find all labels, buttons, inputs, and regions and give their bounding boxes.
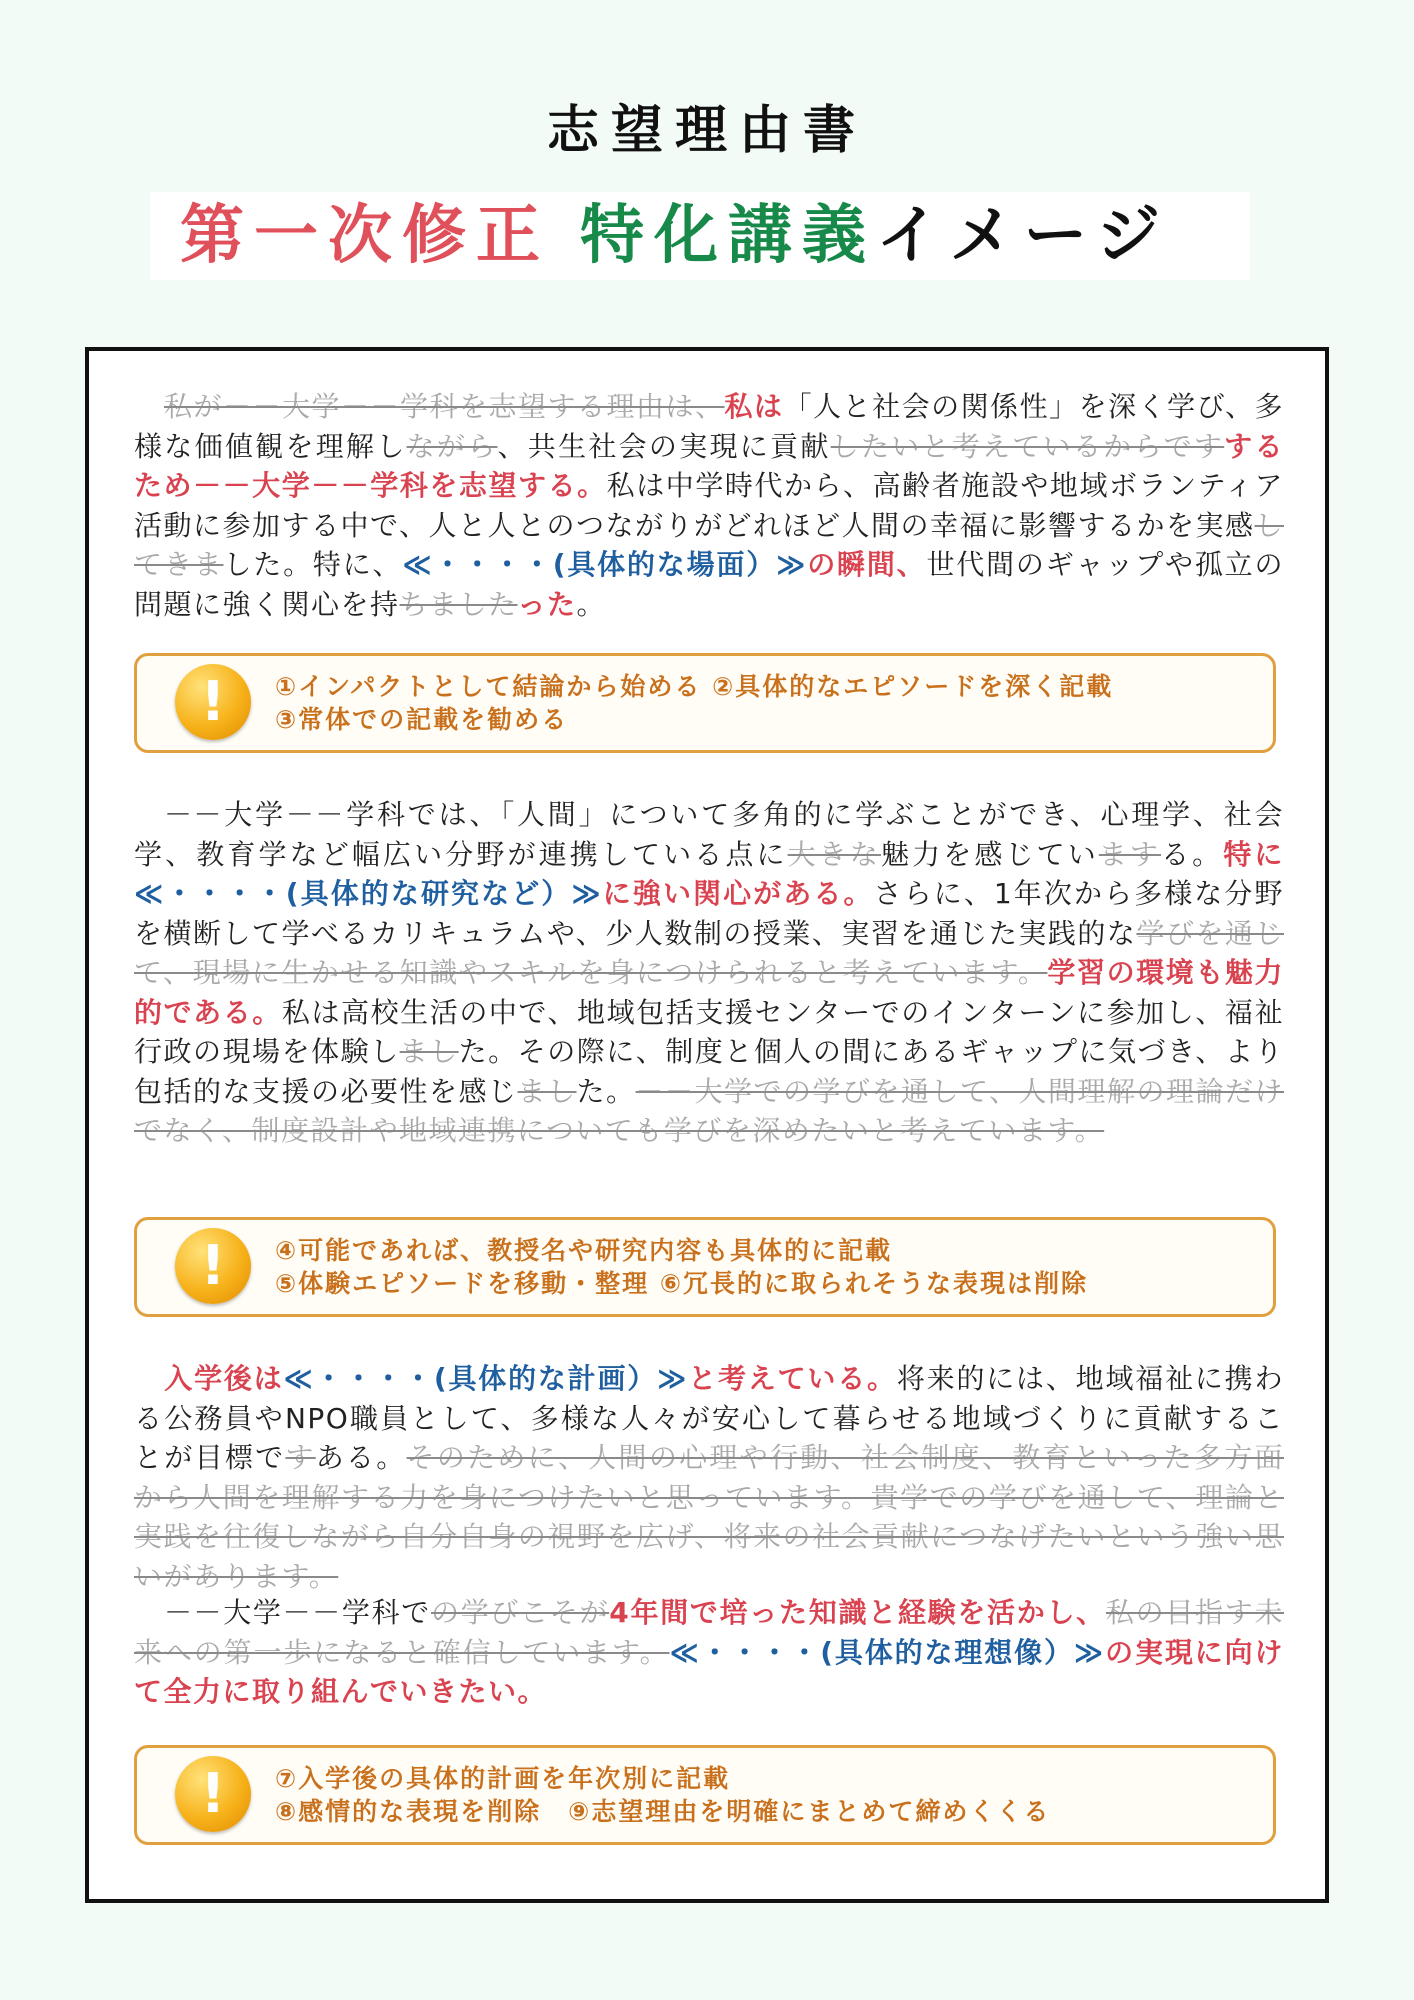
advice-box-3 (134, 1745, 1276, 1845)
deleted-text: ます (1098, 837, 1162, 871)
added-text: に強い関心がある。 (602, 877, 874, 910)
advice-line: ⑤体験エピソードを移動・整理 ⑥冗長的に取られそうな表現は削除 (275, 1269, 1089, 1298)
added-text: 4年間で培った知識と経験を活かし、 (609, 1596, 1106, 1629)
added-text: の瞬間、 (806, 548, 927, 581)
deleted-text: 大きな (787, 837, 881, 871)
document-frame (85, 347, 1329, 1903)
warning-icon: ! (175, 1756, 251, 1832)
body-text: 。 (576, 587, 607, 621)
added-text: った (517, 587, 577, 621)
body-text: －－大学－－学科で (164, 1596, 431, 1629)
added-text: の実現に向けて全力に取り組んでいきたい。 (134, 1635, 1284, 1708)
body-text: さらに、1年次から多様な分野を横断して学べるカリキュラムや、少人数制の授業、実習を通じた実践的な (134, 877, 1284, 950)
advice-line: ④可能であれば、教授名や研究内容も具体的に記載 (275, 1236, 893, 1265)
placeholder-text: ≪・・・・(具体的な計画）≫ (283, 1362, 688, 1395)
body-text: る。 (1161, 837, 1224, 871)
warning-icon: ! (175, 1228, 251, 1304)
deleted-text: す (285, 1441, 316, 1474)
subtitle-revision: 第一次修正 (180, 199, 550, 273)
body-text: 魅力を感じてい (880, 837, 1099, 871)
added-text: 私は (724, 390, 784, 423)
body-text: －－大学－－学科では、「人間」について多角的に学ぶことができ、心理学、社会学、教育学など幅広い分野が連携している点に (134, 798, 1284, 871)
body-text: 私は中学時代から、高齢者施設や地域ボランティア活動に参加する中で、人と人とのつながりがどれほど人間の幸福に影響するかを実感 (134, 469, 1284, 542)
paragraph-4 (134, 1593, 1284, 1712)
body-text: した。特に、 (223, 548, 403, 581)
placeholder-text: ≪・・・・(具体的な場面）≫ (402, 548, 807, 581)
advice-line: ①インパクトとして結論から始める ②具体的なエピソードを深く記載 (275, 672, 1114, 701)
page-title: 志望理由書 (546, 101, 867, 161)
body-text: た。その際に、制度と個人の間にあるギャップに気づき、より包括的な支援の必要性を感じ (134, 1035, 1284, 1108)
page-subtitle (150, 192, 1250, 280)
paragraph-2 (134, 795, 1284, 1151)
body-text: 、共生社会の実現に貢献 (497, 429, 831, 463)
advice-line: ⑦入学後の具体的計画を年次別に記載 (275, 1764, 731, 1793)
subtitle-image: イメージ (876, 199, 1171, 273)
body-text: た。 (576, 1074, 636, 1108)
paragraph-1 (134, 387, 1284, 624)
advice-line: ③常体での記載を勧める (275, 705, 569, 734)
added-text: 学習の環境も魅力的である。 (134, 956, 1284, 1029)
warning-icon: ! (175, 664, 251, 740)
deleted-text: そのために、人間の心理や行動、社会制度、教育といった多方面から人間を理解する力を身につけたいと思っています。貴学での学びを通して、理論と実践を往復しながら自分自身の視野を広げ、将来の社会貢献につなげたいという強い思いがあります。 (134, 1441, 1284, 1593)
deleted-text: －－大学での学びを通して、人間理解の理論だけでなく、制度設計や地域連携についても学びを深めたいと考えています。 (134, 1074, 1284, 1147)
body-text: 世代間のギャップや孤立の問題に強く関心を持 (134, 548, 1284, 621)
deleted-text: 私の目指す未来への第一歩になると確信しています。 (134, 1596, 1284, 1669)
deleted-text: の学びこそが (431, 1596, 610, 1629)
deleted-text: ながら (406, 429, 498, 463)
deleted-text: してきま (134, 508, 1284, 581)
placeholder-text: ≪・・・・(具体的な理想像）≫ (669, 1635, 1105, 1669)
advice-line: ⑧感情的な表現を削除 ⑨志望理由を明確にまとめて締めくくる (275, 1797, 1051, 1826)
added-text: 入学後は (164, 1362, 284, 1395)
deleted-text: 学びを通じて、現場に生かせる知識やスキルを身につけられると考えています。 (134, 916, 1284, 989)
advice-box-1 (134, 653, 1276, 753)
deleted-text: まし (517, 1074, 577, 1108)
added-text: するため－－大学－－学科を志望する。 (134, 429, 1284, 502)
deleted-text: ちました (399, 587, 518, 621)
deleted-text: まし (399, 1035, 459, 1068)
subtitle-lecture: 特化講義 (580, 199, 876, 273)
body-text: 将来的には、地域福祉に携わる公務員やNPO職員として、多様な人々が安心して暮らせる地域づくりに貢献することが目標で (134, 1362, 1284, 1474)
paragraph-3 (134, 1359, 1284, 1596)
advice-box-2 (134, 1217, 1276, 1317)
placeholder-text: ≪・・・・(具体的な研究など）≫ (134, 877, 603, 910)
body-text: 私は高校生活の中で、地域包括支援センターでのインターンに参加し、福祉行政の現場を体験し (134, 995, 1284, 1068)
added-text: 特に (1223, 837, 1284, 871)
added-text: と考えている。 (687, 1362, 897, 1395)
body-text: ある。 (315, 1441, 407, 1474)
body-text: 「人と社会の関係性」を深く学び、多様な価値観を理解し (134, 390, 1284, 463)
deleted-text: 私が－－大学－－学科を志望する理由は、 (164, 390, 725, 423)
deleted-text: したいと考えているからです (830, 429, 1225, 463)
